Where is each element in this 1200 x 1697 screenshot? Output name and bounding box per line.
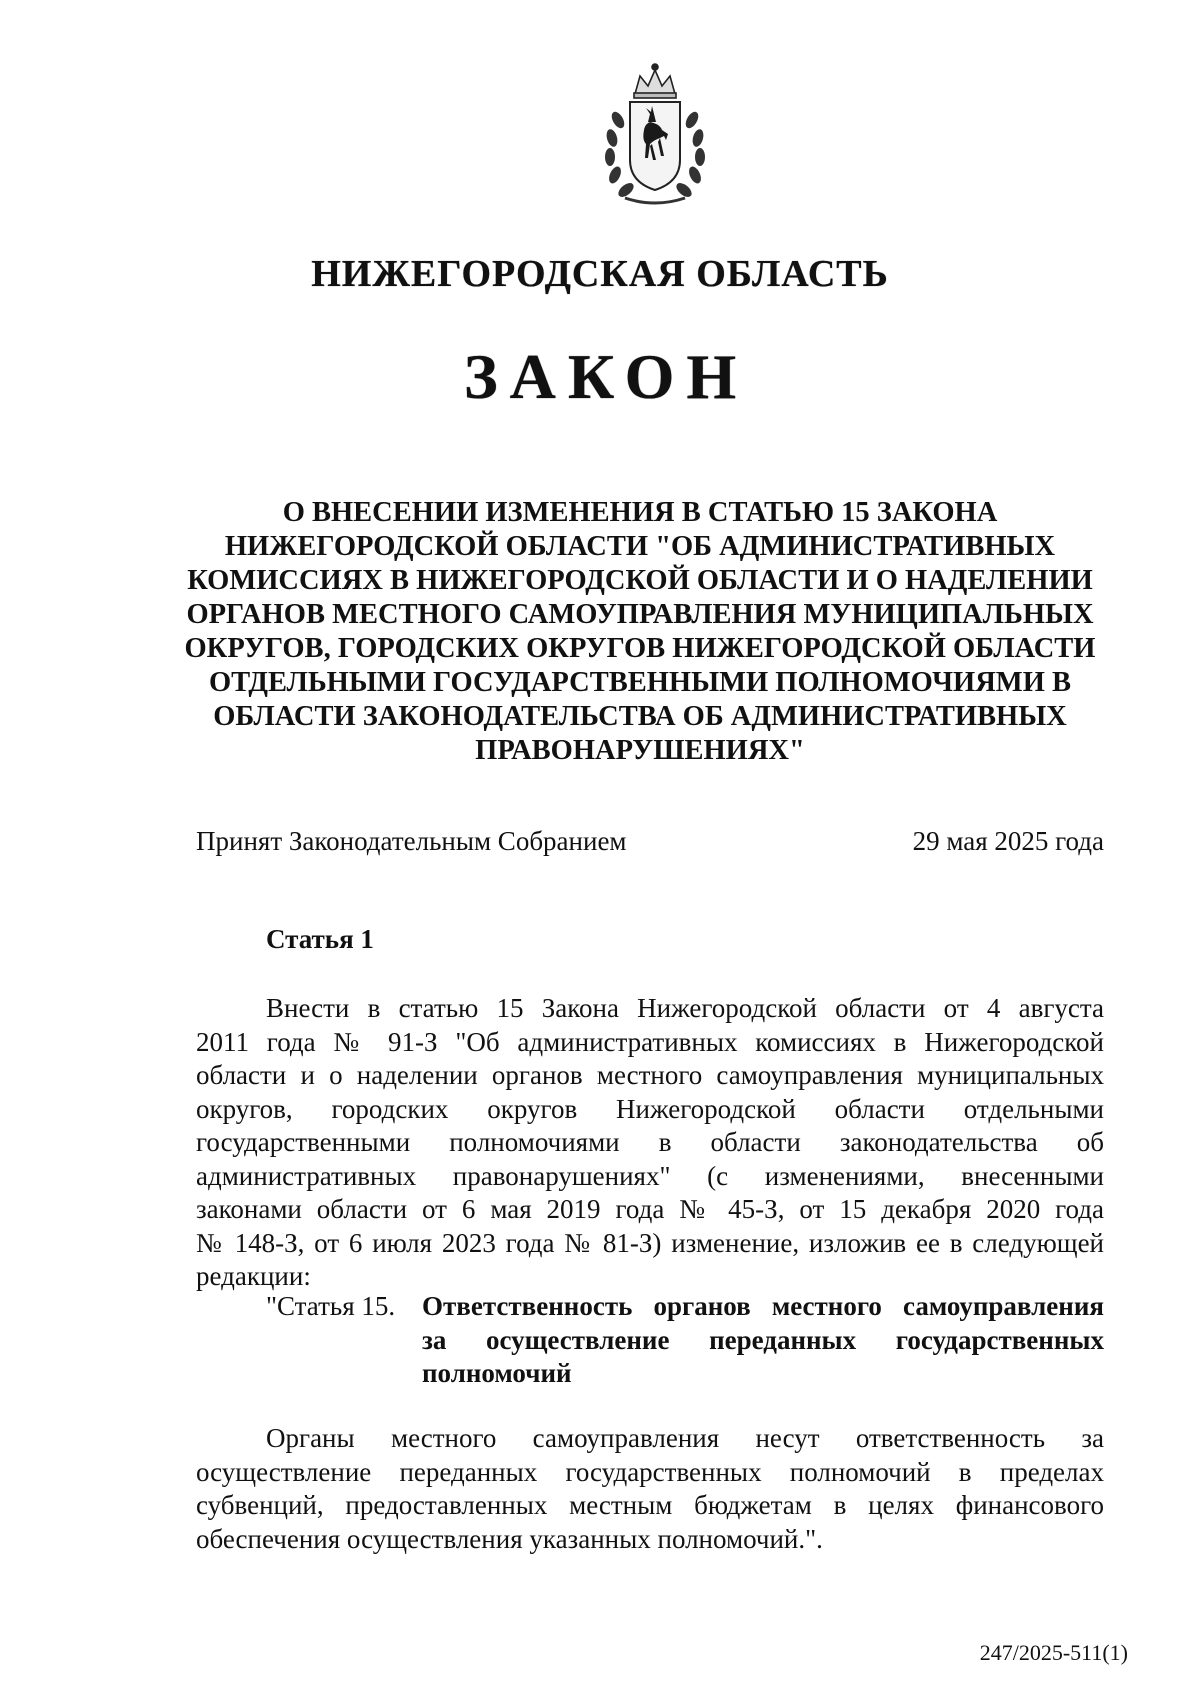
paragraph-line: административных правонарушениях" (с изменениями, внесенными [196,1160,1104,1191]
region-name: НИЖЕГОРОДСКАЯ ОБЛАСТЬ [311,253,889,295]
title-line: ОТДЕЛЬНЫМИ ГОСУДАРСТВЕННЫМИ ПОЛНОМОЧИЯМИ В [208,667,1071,698]
document-type: ЗАКОН [463,341,749,412]
quoted-article-title [422,1290,1104,1391]
paragraph-line: субвенций, предоставленных местным бюджетам в целях финансового [196,1490,1104,1520]
article-heading: Статья 1 [266,924,374,954]
paragraph-line: Внести в статью 15 Закона Нижегородской области от 4 августа [266,993,1104,1023]
title-line: НИЖЕГОРОДСКОЙ ОБЛАСТИ "ОБ АДМИНИСТРАТИВНЫХ [224,531,1056,562]
title-line: КОМИССИЯХ В НИЖЕГОРОДСКОЙ ОБЛАСТИ И О НАДЕЛЕНИИ [187,565,1093,596]
paragraph-line: государственными полномочиями в области законодательства об [196,1127,1104,1157]
title-line: ОБЛАСТИ ЗАКОНОДАТЕЛЬСТВА ОБ АДМИНИСТРАТИВНЫХ [213,701,1067,732]
paragraph-line: № 148-З, от 6 июля 2023 года № 81-З) изменение, изложив ее в следующей [196,1227,1104,1258]
article-paragraph [196,992,1104,1294]
paragraph-line: осуществление переданных государственных полномочий в пределах [196,1456,1104,1487]
title-line: ОРГАНОВ МЕСТНОГО САМОУПРАВЛЕНИЯ МУНИЦИПАЛЬНЫХ [186,599,1094,630]
paragraph-line: округов, городских округов Нижегородской области отдельными [196,1093,1104,1124]
document-code: 247/2025-511(1) [979,1640,1128,1665]
adoption-label: Принят Законодательным Собранием [196,826,627,856]
quoted-article-number: "Статья 15. [266,1291,396,1321]
paragraph-line: обеспечения осуществления указанных полномочий.". [196,1523,823,1554]
paragraph-line: редакции: [196,1261,311,1291]
title-line: ОКРУГОВ, ГОРОДСКИХ ОКРУГОВ НИЖЕГОРОДСКОЙ ОБЛАСТИ [184,633,1096,664]
quoted-title-line: Ответственность органов местного самоуправления [422,1291,1104,1321]
paragraph-line: законами области от 6 мая 2019 года № 45-З, от 15 декабря 2020 года [196,1194,1104,1224]
quoted-paragraph [196,1422,1104,1556]
paragraph-line: области и о наделении органов местного самоуправления муниципальных [196,1060,1104,1090]
paragraph-line: 2011 года № 91-З "Об административных комиссиях в Нижегородской [196,1026,1104,1057]
quoted-title-line: полномочий [422,1358,572,1388]
paragraph-line: Органы местного самоуправления несут ответственность за [266,1423,1104,1453]
adoption-date: 29 мая 2025 года [912,826,1104,856]
quoted-title-line: за осуществление переданных государственных [422,1324,1104,1355]
coat-of-arms-emblem [590,60,720,210]
title-line: ПРАВОНАРУШЕНИЯХ" [475,735,805,766]
law-title [160,496,1120,768]
title-line: О ВНЕСЕНИИ ИЗМЕНЕНИЯ В СТАТЬЮ 15 ЗАКОНА [282,497,998,528]
